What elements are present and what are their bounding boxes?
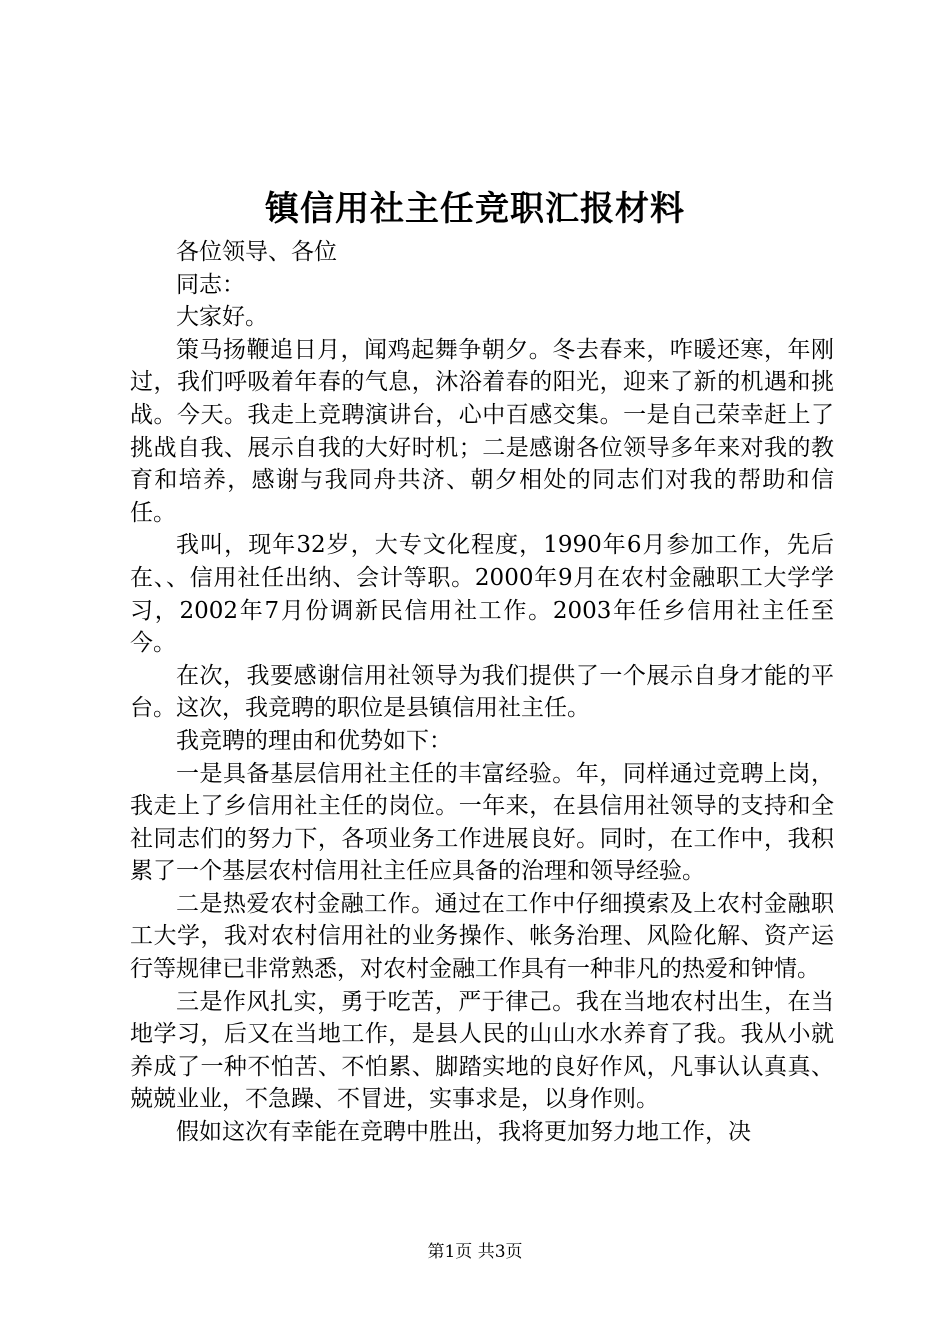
paragraph-closing: 假如这次有幸能在竞聘中胜出，我将更加努力地工作，决 — [176, 1119, 751, 1146]
paragraph-reason-1: 一是具备基层信用社主任的丰富经验。年，同样通过竞聘上岗，我走上了乡信用社主任的岗位。一年来，在县信用社领导的支持和全社同志们的努力下，各项业务工作进展良好。同时，在工作中，我积累了一个基层农村信用社主任应具备的治理和领导经验。 — [130, 760, 834, 885]
paragraph-reasons-heading: 我竞聘的理由和优势如下： — [176, 727, 452, 754]
salutation-line-2: 同志： — [176, 271, 245, 298]
paragraph-reason-3: 三是作风扎实，勇于吃苦，严于律己。我在当地农村出生，在当地学习，后又在当地工作，是县人民的山山水水养育了我。我从小就养成了一种不怕苦、不怕累、脚踏实地的良好作风，凡事认认真真、兢兢业业，不急躁、不冒进，实事求是，以身作则。 — [130, 988, 834, 1113]
greeting: 大家好。 — [176, 304, 268, 331]
document-body — [130, 236, 834, 1149]
page-footer: 第1页 共3页 — [427, 1242, 523, 1262]
salutation-line-1: 各位领导、各位 — [176, 239, 337, 265]
paragraph-reason-2: 二是热爱农村金融工作。通过在工作中仔细摸索及上农村金融职工大学，我对农村信用社的业务操作、帐务治理、风险化解、资产运行等规律已非常熟悉，对农村金融工作具有一种非凡的热爱和钟情。 — [130, 890, 834, 983]
paragraph-intro: 策马扬鞭追日月，闻鸡起舞争朝夕。冬去春来，咋暖还寒，年刚过，我们呼吸着年春的气息，沐浴着春的阳光，迎来了新的机遇和挑战。今天。我走上竞聘演讲台，心中百感交集。一是自己荣幸赶上了挑战自我、展示自我的大好时机；二是感谢各位领导多年来对我的教育和培养，感谢与我同舟共济、朝夕相处的同志们对我的帮助和信任。 — [130, 336, 834, 526]
paragraph-thanks: 在次，我要感谢信用社领导为我们提供了一个展示自身才能的平台。这次，我竞聘的职位是县镇信用社主任。 — [130, 662, 834, 722]
paragraph-background: 我叫，现年32岁，大专文化程度，1990年6月参加工作，先后在、、信用社任出纳、会计等职。2000年9月在农村金融职工大学学习，2002年7月份调新民信用社工作。2003年任乡信用社主任至今。 — [130, 532, 834, 657]
document-title: 镇信用社主任竞职汇报材料 — [265, 189, 685, 229]
